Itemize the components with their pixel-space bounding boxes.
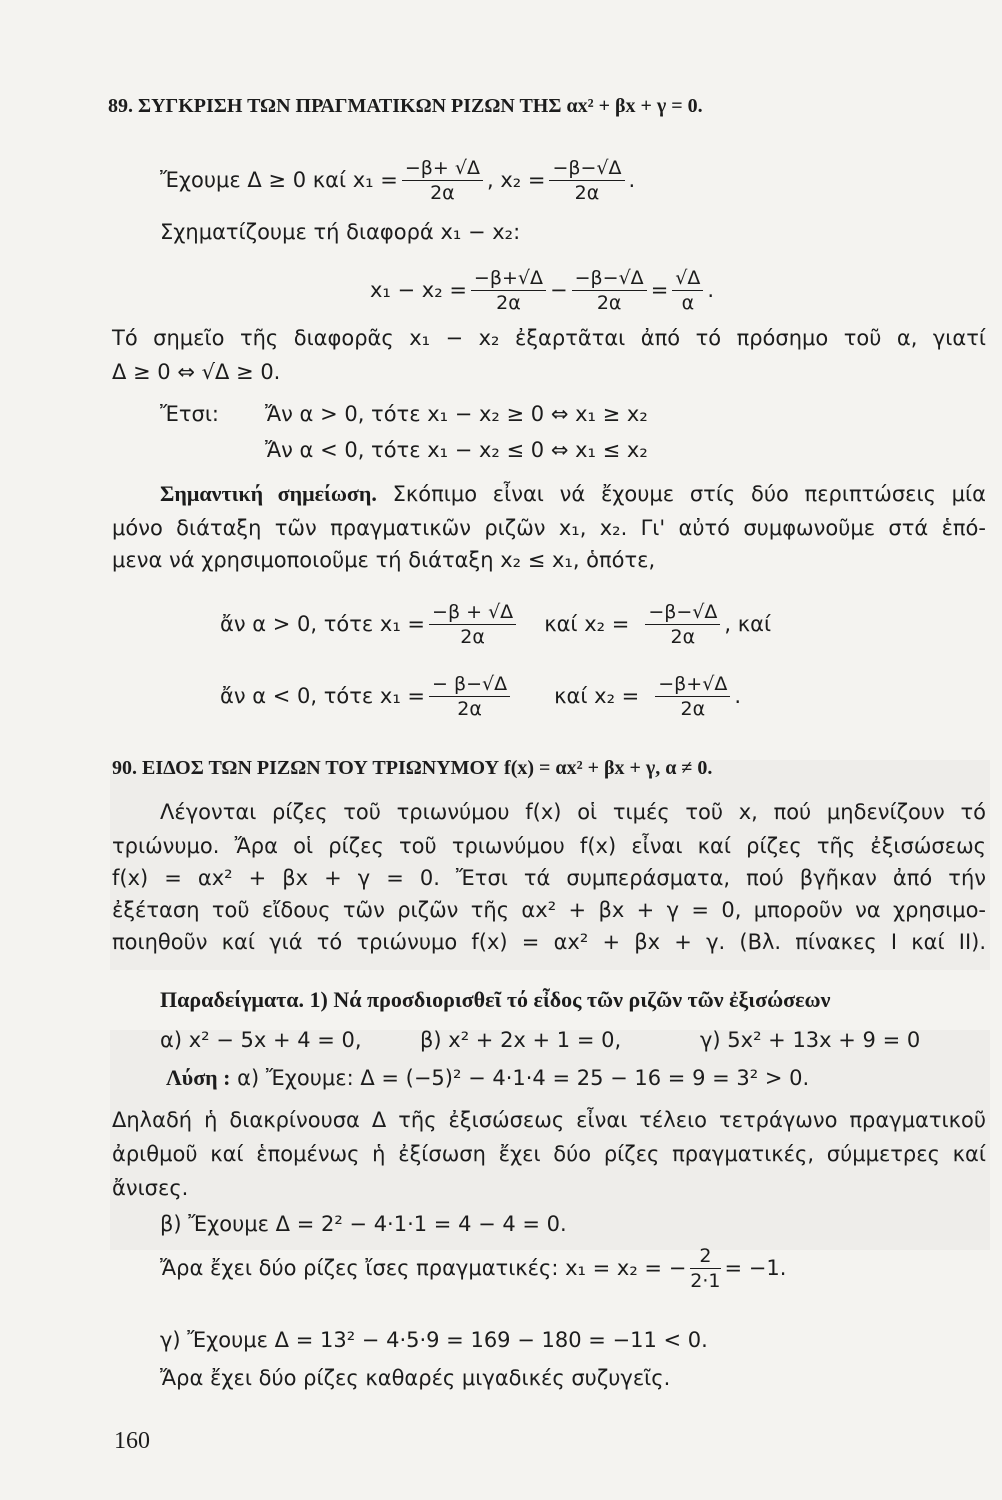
paragraph-line: ποιηθοῦν καί γιά τό τριώνυμο f(x) = αx² + βx + γ. (Βλ. πίνακες I καί II). — [112, 930, 986, 954]
text: Σκόπιμο εἶναι νά ἔχουμε στίς δύο περιπτώσεις μία — [376, 482, 986, 506]
paragraph-line: τριώνυμο. Ἄρα οἱ ρίζες τοῦ τριωνύμου f(x) εἶναι καί ρίζες τῆς ἐξισώσεως — [112, 834, 986, 858]
numerator: −β−√Δ — [645, 600, 720, 625]
denominator: 2α — [430, 181, 455, 204]
text: Ἄρα ἔχει δύο ρίζες ἴσες πραγματικές: x₁ = x₂ = − — [160, 1256, 687, 1280]
paragraph-line: f(x) = αx² + βx + γ = 0. Ἔτσι τά συμπεράσματα, πού βγῆκαν ἀπό τήν — [112, 866, 986, 890]
fraction — [471, 266, 546, 315]
numerator: − β−√Δ — [429, 672, 510, 697]
text: Ἔχουμε Δ ≥ 0 καί x₁ = — [160, 168, 398, 192]
example-a: α) x² − 5x + 4 = 0, — [160, 1028, 362, 1052]
note-label: Σημαντική σημείωση. — [160, 481, 377, 506]
numerator: −β+√Δ — [471, 266, 546, 291]
denominator: 2α — [574, 181, 600, 204]
roots-definition-line — [160, 152, 635, 208]
solution-c-result: Ἄρα ἔχει δύο ρίζες καθαρές μιγαδικές συζυγεῖς. — [160, 1366, 671, 1390]
fraction — [572, 266, 647, 315]
solution-b: β) Ἔχουμε Δ = 2² − 4·1·1 = 4 − 4 = 0. — [160, 1212, 567, 1236]
note-line — [160, 480, 986, 508]
solution-c: γ) Ἔχουμε Δ = 13² − 4·5·9 = 169 − 180 = −11 < 0. — [160, 1328, 708, 1352]
etsi-label: Ἔτσι: — [160, 402, 220, 426]
text: α) Ἔχουμε: Δ = (−5)² − 4·1·4 = 25 − 16 = 9 = 3² > 0. — [230, 1066, 810, 1090]
case-alpha-positive-formula — [220, 596, 771, 652]
denominator: 2α — [596, 291, 622, 314]
denominator: α — [681, 291, 695, 314]
example-c: γ) 5x² + 13x + 9 = 0 — [700, 1028, 921, 1052]
case-negative: Ἄν α < 0, τότε x₁ − x₂ ≤ 0 ⇔ x₁ ≤ x₂ — [265, 438, 648, 462]
fraction — [655, 672, 730, 721]
denominator: 2α — [496, 291, 521, 314]
fraction — [402, 156, 483, 205]
section-89-title: 89. ΣΥΓΚΡΙΣΗ ΤΩΝ ΠΡΑΓΜΑΤΙΚΩΝ ΡΙΖΩΝ ΤΗΣ αx² + βx + γ = 0. — [108, 95, 703, 117]
fraction — [645, 600, 720, 649]
paragraph-line: ἐξέταση τοῦ εἴδους τῶν ριζῶν τῆς αx² + βx + γ = 0, μποροῦν να χρησιμο- — [112, 898, 986, 922]
difference-equation — [370, 262, 714, 318]
paragraph-line: ἄνισες. — [112, 1176, 189, 1200]
text: x₁ − x₂ = — [370, 278, 467, 302]
solution-label: Λύση : — [166, 1065, 231, 1090]
denominator: 2·1 — [690, 1269, 721, 1292]
page-number: 160 — [114, 1428, 150, 1454]
text: , καί — [724, 612, 772, 636]
denominator: 2α — [670, 625, 696, 648]
denominator: 2α — [680, 697, 706, 720]
case-positive: Ἄν α > 0, τότε x₁ − x₂ ≥ 0 ⇔ x₁ ≥ x₂ — [265, 402, 648, 426]
text: ἄν α > 0, τότε x₁ = — [220, 612, 426, 636]
note-line: μενα νά χρησιμοποιοῦμε τή διάταξη x₂ ≤ x₁, ὁπότε, — [112, 548, 656, 572]
fraction — [549, 156, 624, 205]
numerator: √Δ — [672, 266, 703, 291]
paragraph-line: Λέγονται ρίζες τοῦ τριωνύμου f(x) οἱ τιμές τοῦ x, πού μηδενίζουν τό — [160, 800, 986, 824]
numerator: −β + √Δ — [429, 600, 516, 625]
text: = −1. — [724, 1256, 787, 1280]
paragraph-line: ἀριθμοῦ καί ἑπομένως ἡ ἐξίσωση ἔχει δύο ρίζες πραγματικές, σύμμετρες καί — [112, 1142, 986, 1166]
text: καί x₂ = — [554, 684, 640, 708]
difference-intro: Σχηματίζουμε τή διαφορά x₁ − x₂: — [160, 220, 521, 244]
solution-a — [166, 1064, 809, 1092]
fraction — [429, 600, 516, 649]
fraction — [672, 266, 703, 315]
text: . — [734, 684, 742, 708]
paragraph-line: Δηλαδή ἡ διακρίνουσα Δ τῆς ἐξισώσεως εἶναι τέλειο τετράγωνο πραγματικοῦ — [112, 1108, 986, 1132]
denominator: 2α — [460, 625, 485, 648]
numerator: −β−√Δ — [549, 156, 624, 181]
text: ἄν α < 0, τότε x₁ = — [220, 684, 426, 708]
text: καί x₂ = — [544, 612, 630, 636]
note-line: μόνο διάταξη τῶν πραγματικῶν ριζῶν x₁, x₂. Γι' αὐτό συμφωνοῦμε στά ἑπό- — [112, 516, 986, 540]
fraction — [690, 1244, 720, 1293]
fraction — [429, 672, 510, 721]
numerator: −β+√Δ — [655, 672, 730, 697]
text: = — [650, 278, 669, 302]
examples-title: Παραδείγματα. 1) Νά προσδιορισθεῖ τό εἶδος τῶν ριζῶν τῶν ἐξισώσεων — [160, 987, 831, 1012]
section-90-title: 90. ΕΙΔΟΣ ΤΩΝ ΡΙΖΩΝ ΤΟΥ ΤΡΙΩΝΥΜΟΥ f(x) = αx² + βx + γ, α ≠ 0. — [112, 757, 713, 779]
text: , x₂ = — [486, 168, 546, 192]
numerator: −β−√Δ — [572, 266, 647, 291]
example-b: β) x² + 2x + 1 = 0, — [420, 1028, 622, 1052]
text: − — [550, 278, 568, 302]
numerator: 2 — [690, 1244, 720, 1269]
case-alpha-negative-formula — [220, 668, 741, 724]
text: . — [628, 168, 636, 192]
sign-paragraph-line: Δ ≥ 0 ⇔ √Δ ≥ 0. — [112, 360, 281, 384]
text: . — [707, 278, 715, 302]
numerator: −β+ √Δ — [402, 156, 483, 181]
sign-paragraph-line: Τό σημεῖο τῆς διαφορᾶς x₁ − x₂ ἐξαρτᾶται ἀπό τό πρόσημο τοῦ α, γιατί — [112, 326, 986, 350]
solution-b-result — [160, 1240, 786, 1296]
denominator: 2α — [457, 697, 482, 720]
